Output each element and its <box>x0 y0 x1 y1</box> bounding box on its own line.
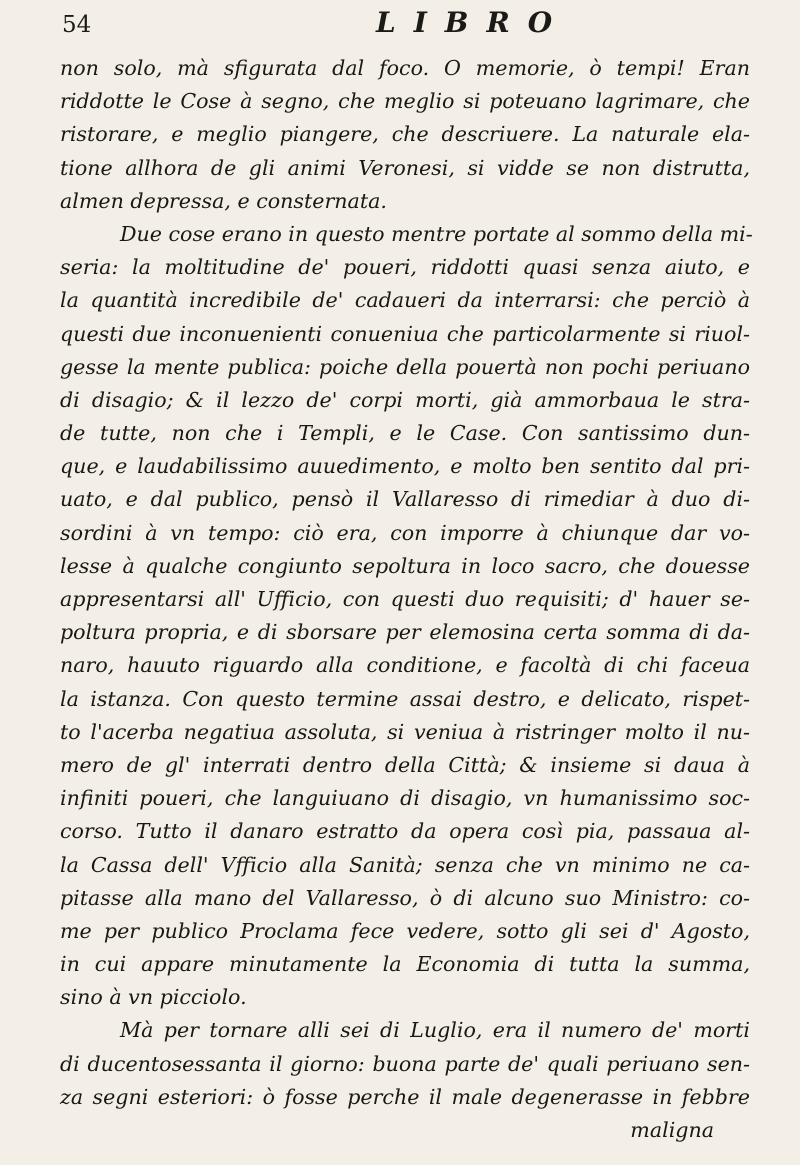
text-line: Mà per tornare alli sei di Luglio, era il numero de' morti <box>120 1018 750 1043</box>
text-line: za segni esteriori: ò fosse perche il male degenerasse in febbre <box>60 1084 750 1109</box>
text-line: poltura propria, e di sborsare per elemosina certa somma di da- <box>60 620 750 645</box>
text-line: questi due inconuenienti conueniua che particolarmente si riuol- <box>60 321 750 346</box>
text-line: appresentarsi all' Ufficio, con questi duo requisiti; d' hauer se- <box>60 587 750 611</box>
text-line: uato, e dal publico, pensò il Vallaresso di rimediar à duo di- <box>60 487 750 512</box>
text-line: riddotte le Cose à segno, che meglio si poteuano lagrimare, che <box>60 89 750 114</box>
text-line: la Cassa dell' Vfficio alla Sanità; senza che vn minimo ne ca- <box>60 852 750 877</box>
text-line: naro, hauuto riguardo alla conditione, e facoltà di chi faceua <box>60 653 750 678</box>
text-line: la istanza. Con questo termine assai destro, e delicato, rispet- <box>60 686 750 711</box>
text-line: to l'acerba negatiua assoluta, si veniua à ristringer molto il nu- <box>60 719 750 744</box>
text-line: me per publico Proclama fece vedere, sotto gli sei d' Agosto, <box>60 918 750 943</box>
text-line: pitasse alla mano del Vallaresso, ò di alcuno suo Ministro: co- <box>60 885 750 910</box>
text-line: infiniti poueri, che languiuano di disagio, vn humanissimo soc- <box>60 786 750 811</box>
text-line: Due cose erano in questo mentre portate al sommo della mi- <box>120 221 753 246</box>
text-line: de tutte, non che i Templi, e le Case. Con santissimo dun- <box>60 421 750 446</box>
text-line: corso. Tutto il danaro estratto da opera così pia, passaua al- <box>60 819 750 844</box>
text-line: ristorare, e meglio piangere, che descriuere. La naturale ela- <box>60 122 750 147</box>
text-line: que, e laudabilissimo auuedimento, e molto ben sentito dal pri- <box>60 454 750 479</box>
text-line: di ducentosessanta il giorno: buona parte de' quali periuano sen- <box>60 1051 750 1076</box>
text-line: sordini à vn tempo: ciò era, con imporre à chiunque dar vo- <box>60 520 750 545</box>
text-line: non solo, mà sfigurata dal foco. O memorie, ò tempi! Eran <box>60 56 750 80</box>
text-line: gesse la mente publica: poiche della pouertà non pochi periuano <box>60 354 750 379</box>
body-text <box>60 52 753 1147</box>
running-head: LIBRO <box>376 6 571 39</box>
text-line: mero de gl' interrati dentro della Città; & insieme si daua à <box>60 752 750 777</box>
page-number: 54 <box>62 12 92 38</box>
text-line: sino à vn picciolo. <box>60 985 247 1010</box>
text-line: la quantità incredibile de' cadaueri da interrarsi: che perciò à <box>60 288 750 313</box>
text-line: lesse à qualche congiunto sepoltura in loco sacro, che douesse <box>60 553 750 578</box>
text-line: tione allhora de gli animi Veronesi, si vidde se non distrutta, <box>60 155 750 180</box>
text-line: in cui appare minutamente la Economia di tutta la summa, <box>60 952 750 977</box>
catchword: maligna <box>630 1118 714 1142</box>
text-line: seria: la moltitudine de' poueri, riddotti quasi senza aiuto, e <box>60 255 750 280</box>
text-line: di disagio; & il lezzo de' corpi morti, già ammorbaua le stra- <box>60 387 750 412</box>
text-line: almen depressa, e consternata. <box>60 188 387 213</box>
